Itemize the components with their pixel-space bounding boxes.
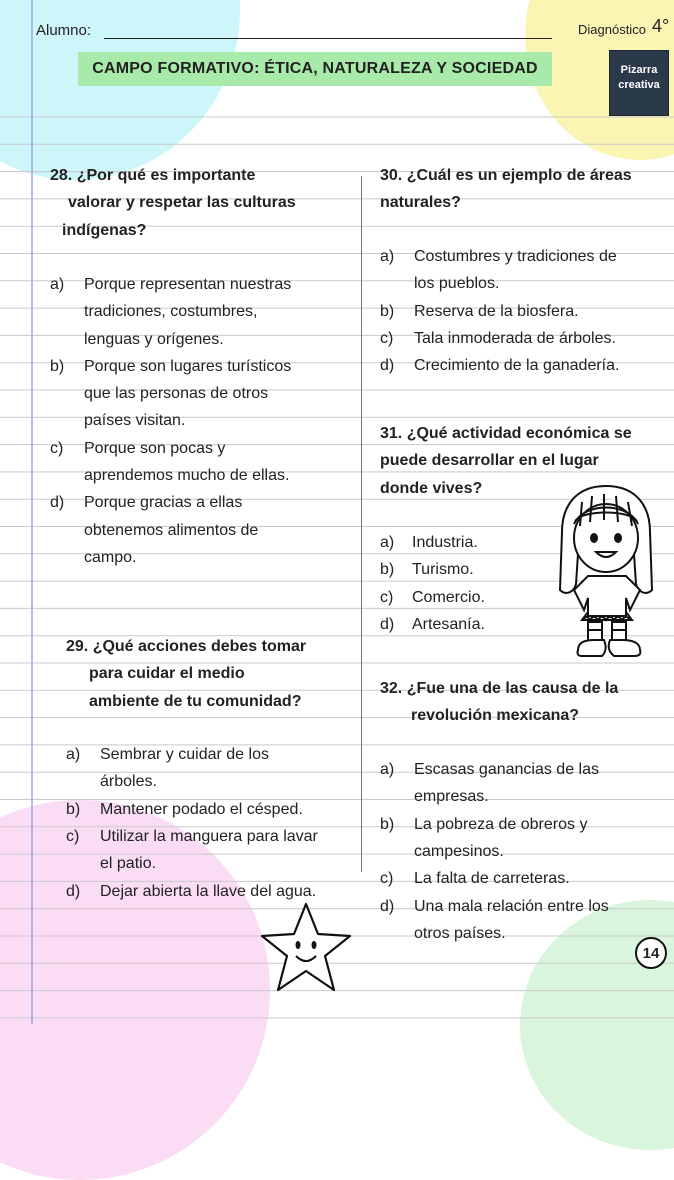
option-text: empresas.: [414, 788, 489, 806]
option-letter: a): [380, 248, 395, 265]
option-letter: a): [50, 276, 65, 293]
option-text: Una mala relación entre los: [414, 897, 609, 915]
logo-text-2: creativa: [618, 79, 660, 91]
logo-text-1: Pizarra: [620, 64, 658, 76]
option-letter: c): [380, 588, 394, 606]
q31-question-line: donde vives?: [380, 479, 483, 497]
pizarra-creativa-logo: [609, 50, 669, 116]
option-letter: b): [380, 561, 395, 579]
page-number: 14: [635, 937, 667, 969]
option-letter: d): [380, 897, 395, 915]
q30-question-line: 30. ¿Cuál es un ejemplo de áreas: [380, 167, 632, 184]
option-text: Dejar abierta la llave del agua.: [100, 882, 317, 900]
option-text: Crecimiento de la ganadería.: [414, 357, 620, 375]
q30-option-d[interactable]: [380, 352, 674, 379]
option-letter: c): [66, 827, 80, 845]
option-letter: c): [50, 439, 64, 457]
option-text: Artesanía.: [412, 615, 485, 633]
q32-option-d[interactable]: [380, 893, 674, 948]
q29-question-line: para cuidar el medio: [89, 665, 245, 683]
q31-question-line: puede desarrollar en el lugar: [380, 452, 599, 470]
q32-question-line: 32. ¿Fue una de las causa de la: [380, 680, 619, 697]
student-label: Alumno:: [36, 22, 92, 39]
option-text: los pueblos.: [414, 275, 500, 293]
option-text: Porque gracias a ellas: [84, 494, 243, 512]
option-letter: d): [66, 882, 81, 900]
student-name-line[interactable]: [104, 38, 552, 39]
option-text: Turismo.: [412, 561, 474, 579]
option-text: Industria.: [412, 534, 478, 551]
q32-option-a[interactable]: [380, 756, 674, 811]
option-text: campesinos.: [414, 842, 504, 860]
option-text: árboles.: [100, 773, 157, 791]
option-text: Comercio.: [412, 588, 485, 606]
option-text: Tala inmoderada de árboles.: [414, 329, 616, 347]
star-character-icon: [258, 900, 354, 996]
option-text: Porque son pocas y: [84, 439, 226, 457]
option-letter: b): [380, 302, 395, 320]
q28-question-line: 28. ¿Por qué es importante: [50, 167, 256, 184]
q28-question-line: indígenas?: [62, 221, 147, 239]
option-letter: b): [66, 800, 81, 818]
option-text: Porque representan nuestras: [84, 276, 292, 293]
q29-question-line: ambiente de tu comunidad?: [89, 692, 302, 710]
option-text: Porque son lugares turísticos: [84, 357, 292, 375]
option-letter: c): [380, 329, 394, 347]
option-text: Costumbres y tradiciones de: [414, 248, 617, 265]
option-text: obtenemos alimentos de: [84, 521, 259, 539]
q32-option-c[interactable]: [380, 865, 674, 892]
q29-option-c[interactable]: [66, 823, 366, 878]
option-text: La falta de carreteras.: [414, 870, 570, 888]
option-text: Utilizar la manguera para lavar: [100, 827, 318, 845]
option-text: Escasas ganancias de las: [414, 761, 599, 778]
q32-option-b[interactable]: [380, 811, 674, 866]
q28-option-c[interactable]: [50, 435, 350, 490]
q30-option-b[interactable]: [380, 298, 674, 325]
option-text: Reserva de la biosfera.: [414, 302, 579, 320]
q29-option-a[interactable]: [66, 741, 366, 796]
q28-option-a[interactable]: [50, 271, 350, 353]
option-letter: b): [380, 815, 395, 833]
q30-option-c[interactable]: [380, 325, 674, 352]
option-letter: a): [66, 746, 81, 763]
option-text: países visitan.: [84, 412, 186, 430]
q31-question-line: 31. ¿Qué actividad económica se: [380, 425, 632, 442]
option-letter: d): [380, 357, 395, 375]
option-text: Mantener podado el césped.: [100, 800, 303, 818]
q32-question-line: revolución mexicana?: [411, 707, 580, 725]
grade-label: 4°: [652, 16, 670, 36]
q29-option-b[interactable]: [66, 796, 366, 823]
option-letter: b): [50, 357, 65, 375]
page-title: CAMPO FORMATIVO: ÉTICA, NATURALEZA Y SOCIEDAD: [92, 60, 538, 77]
option-letter: a): [380, 761, 395, 778]
option-text: tradiciones, costumbres,: [84, 303, 258, 321]
option-text: lenguas y orígenes.: [84, 330, 224, 348]
option-text: Sembrar y cuidar de los: [100, 746, 269, 763]
q30-option-a[interactable]: [380, 243, 674, 298]
q28-question-line: valorar y respetar las culturas: [68, 194, 296, 212]
title-banner: [78, 52, 552, 86]
girl-illustration-icon: [548, 480, 664, 666]
q29-question-line: 29. ¿Qué acciones debes tomar: [66, 638, 307, 655]
option-letter: d): [50, 494, 65, 512]
q28-option-b[interactable]: [50, 353, 350, 435]
q30-question-line: naturales?: [380, 194, 461, 212]
diagnostic-label: Diagnóstico: [578, 22, 646, 37]
option-letter: c): [380, 870, 394, 888]
option-letter: d): [380, 615, 395, 633]
option-text: otros países.: [414, 924, 506, 942]
option-text: aprendemos mucho de ellas.: [84, 467, 290, 485]
option-text: campo.: [84, 548, 137, 566]
option-text: que las personas de otros: [84, 385, 269, 403]
q28-option-d[interactable]: [50, 489, 350, 571]
option-text: el patio.: [100, 855, 157, 873]
option-letter: a): [380, 534, 395, 551]
option-text: La pobreza de obreros y: [414, 815, 588, 833]
